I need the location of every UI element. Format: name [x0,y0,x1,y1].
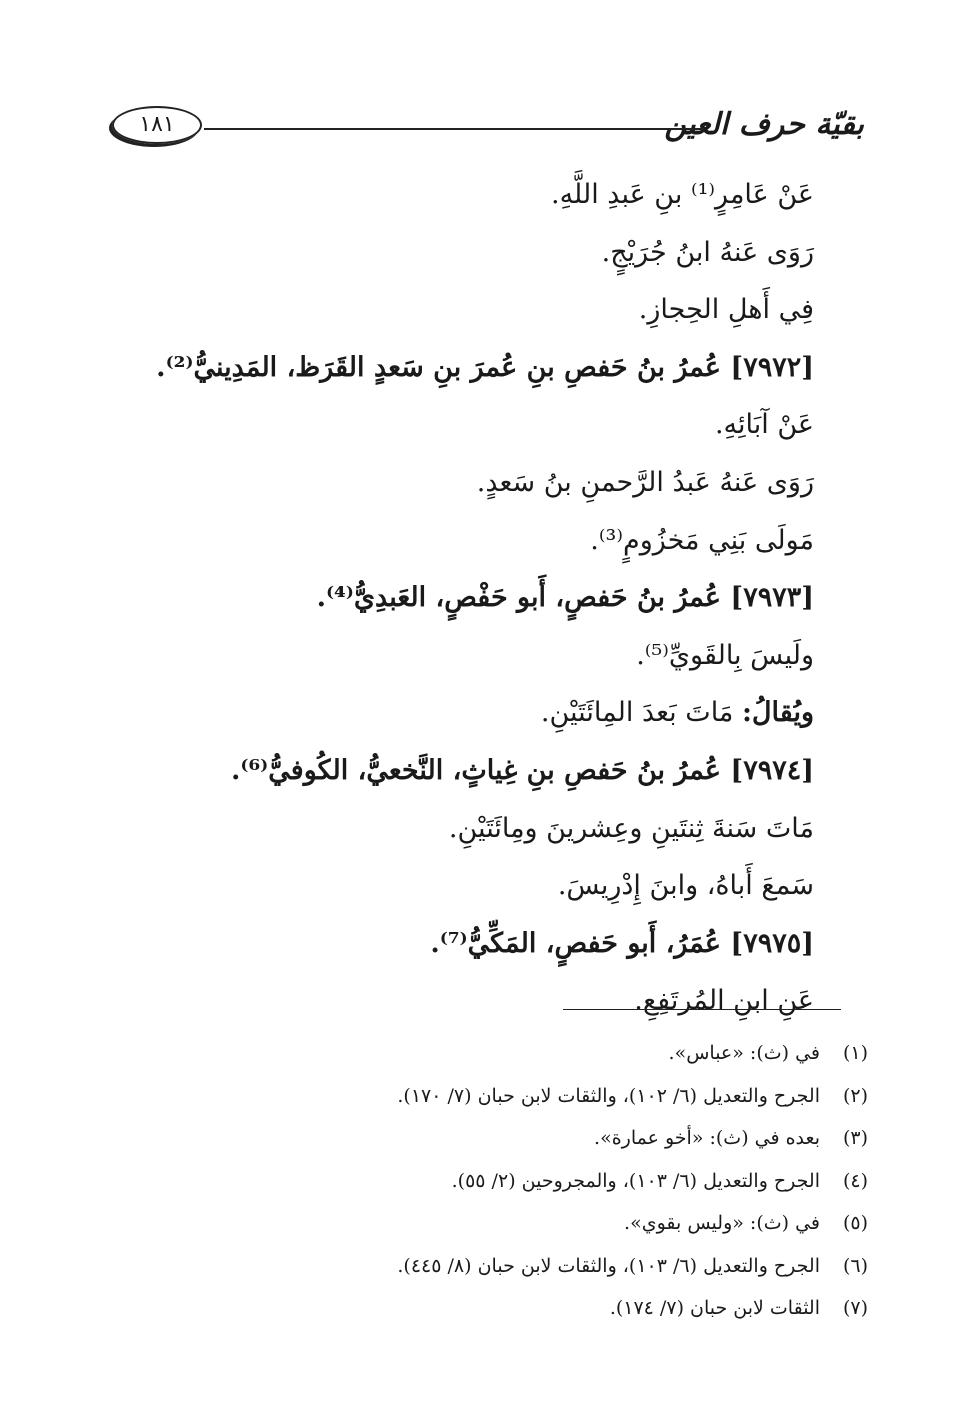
header-rule [204,128,704,130]
text-line: عَنِ ابنِ المُرتَفِعِ. [634,985,814,1017]
entry-heading: [٧٩٧٥] عُمَرُ، أَبو حَفصٍ، المَكِّيُّ⁽⁷⁾. [430,927,814,959]
footnote-number: (٣) [842,1127,868,1150]
running-header [112,104,864,152]
text-line: مَولَى بَنِي مَخزُومٍ⁽³⁾. [590,524,814,556]
footnote-text: الجرح والتعديل (٦/ ١٠٣)، والمجروحين (٢/ ٥٥). [451,1169,820,1192]
text-line: عَنْ آبَائِهِ. [714,409,814,441]
text-line: رَوَى عَنهُ عَبدُ الرَّحمنِ بنُ سَعدٍ. [476,466,814,498]
entry-heading: [٧٩٧٢] عُمرُ بنُ حَفصِ بنِ عُمرَ بنِ سَعدٍ القَرَظ، المَدِينيُّ⁽²⁾. [156,351,814,383]
entry-heading: [٧٩٧٤] عُمرُ بنُ حَفصِ بنِ غِياثٍ، النَّخعيُّ، الكُوفيُّ⁽⁶⁾. [230,754,814,786]
footnote-separator [563,1009,841,1010]
footnote-number: (٢) [842,1084,868,1107]
text-line [154,684,814,742]
footnote-number: (٦) [842,1254,868,1277]
footnote-text: الجرح والتعديل (٦/ ١٠٢)، والثقات لابن حبان (٧/ ١٧٠). [397,1084,820,1107]
text-line: سَمعَ أَباهُ، وابنَ إِدْرِيسَ. [557,870,814,902]
footnotes [168,1032,868,1330]
footnote-item [168,1287,868,1330]
footnote-number: (٧) [842,1297,868,1320]
main-text [154,166,814,1030]
footnote-number: (٥) [842,1212,868,1235]
footnote-item [168,1245,868,1288]
text-line: رَوَى عَنهُ ابنُ جُرَيْجٍ. [601,236,814,268]
footnote-number: (٤) [842,1169,868,1192]
footnote-text: الثقات لابن حبان (٧/ ١٧٤). [609,1297,820,1320]
line-rest: مَاتَ بَعدَ المِائَتَيْنِ. [540,697,742,729]
text-line: عَنْ عَامِرٍ⁽¹⁾ بنِ عَبدِ اللَّهِ. [550,179,814,210]
text-line: فِي أَهلِ الحِجازِ. [638,294,814,326]
footnote-item [168,1160,868,1203]
footnote-text: في (ث): «وليس بقوي». [624,1212,820,1235]
page-number: ١٨١ [112,106,202,144]
footnote-number: (١) [842,1042,868,1065]
text-line: مَاتَ سَنةَ ثِنتَينِ وعِشرينَ ومِائَتَيْنِ. [448,812,814,844]
footnote-item [168,1202,868,1245]
footnote-item [168,1117,868,1160]
footnote-item [168,1075,868,1118]
footnote-item [168,1032,868,1075]
footnote-text: الجرح والتعديل (٦/ ١٠٣)، والثقات لابن حبان (٨/ ٤٤٥). [397,1254,820,1277]
text-line: ولَيسَ بِالقَويِّ⁽⁵⁾. [636,639,814,671]
footnote-text: بعده في (ث): «أخو عمارة». [594,1127,820,1150]
line-lead-word: ويُقالُ: [741,697,814,729]
footnote-text: في (ث): «عباس». [668,1042,820,1065]
entry-heading: [٧٩٧٣] عُمرُ بنُ حَفصٍ، أَبو حَفْصٍ، العَبدِيُّ⁽⁴⁾. [316,582,814,614]
header-title: بقيّة حرف العين [664,107,864,142]
